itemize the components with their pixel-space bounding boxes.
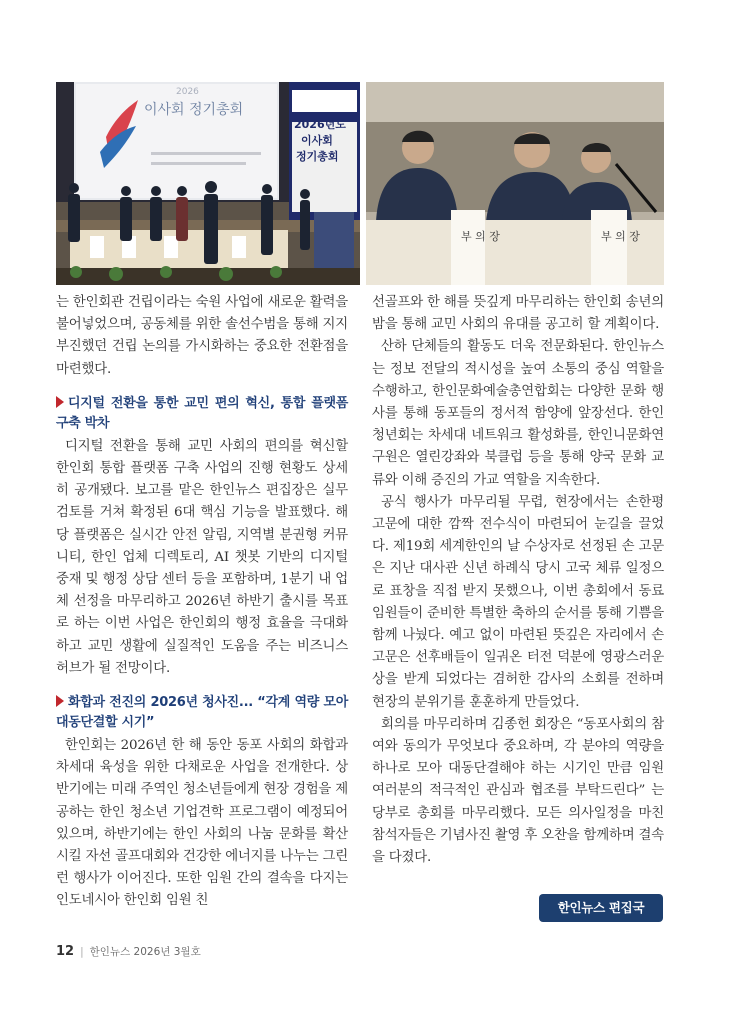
heading-triangle-icon: [56, 695, 64, 707]
photo-board-meeting-stage: [56, 82, 360, 285]
section-heading-text: 화합과 전진의 2026년 청사진... “각계 역량 모아 대동단결할 시기”: [56, 695, 348, 731]
banner-meeting-text: 정기총회: [296, 150, 339, 163]
right-paragraph-3: 공식 행사가 마무리될 무렵, 현장에서는 손한평 고문에 대한 깜짝 전수식이 마련되어 눈길을 끌었다. 제19회 세계한인의 날 수상자로 선정된 손 고문은 지난 대사관 신년 하례식 당시 고국 체류 일정으로 표창을 직접 받지 못했으나, 이번 총회에서 동료 임원들이 준비한 특별한 축하의 순서를 통해 기쁨을 함께 나눴다. 예고 없이 마련된 뜻깊은 자리에서 손 고문은 선후배들이 일궈온 터전 덕분에 영광스러운 상을 받게 되었다는 겸허한 감사의 소회를 전하며 현장의 분위기를 훈훈하게 만들었다.: [372, 494, 664, 710]
banner-board-text: 이사회: [301, 134, 333, 147]
placard-vice-chair-2: 부 의 장: [601, 230, 640, 243]
left-paragraph-2: 디지털 전환을 통해 교민 사회의 편의를 혁신할 한인회 통합 플랫폼 구축 사업의 진행 현황도 상세히 공개됐다. 보고를 맡은 한인뉴스 편집장은 실무 검토를 거쳐 확정된 6대 핵심 기능을 발표했다. 해당 플랫폼은 실시간 안전 알림, 지역별 분권형 커뮤니티, 한인 업체 디렉토리, AI 챗봇 기반의 디지털 중재 및 행정 상담 센터 등을 포함하며, 1분기 내 업체 선정을 마무리하고 2026년 하반기 출시를 목표로 하는 이번 사업은 한인회의 행정 효율을 극대화하고 교민 생활에 실질적인 도움을 주는 비즈니스 허브가 될 전망이다.: [56, 438, 348, 676]
left-paragraph-1: 는 한인회관 건립이라는 숙원 사업에 새로운 활력을 불어넣었으며, 공동체를 위한 솔선수범을 통해 지지부진했던 건립 논의를 가시화하는 중요한 전환점을 마련했다.: [56, 295, 348, 377]
issue-label: 한인뉴스 2026년 3월호: [89, 946, 201, 958]
byline-badge: 한인뉴스 편집국: [539, 894, 663, 922]
section-heading-text: 디지털 전환을 통한 교민 편의 혁신, 통합 플랫폼 구축 박차: [56, 395, 348, 431]
left-paragraph-3: 한인회는 2026년 한 해 동안 동포 사회의 화합과 차세대 육성을 위한 다채로운 사업을 전개한다. 상반기에는 미래 주역인 청소년들에게 현장 경험을 제공하는 한인 청소년 기업견학 프로그램이 예정되어 있으며, 하반기에는 한인 사회의 나눔 문화를 확산시킬 자선 골프대회와 건강한 에너지를 나누는 그린런 행사가 이어진다. 또한 임원 간의 결속을 다지는 인도네시아 한인회 임원 친: [56, 738, 348, 909]
screen-year-text: 2026: [176, 87, 199, 97]
heading-triangle-icon: [56, 396, 64, 408]
right-paragraph-1: 선골프와 한 해를 뜻깊게 마무리하는 한인회 송년의 밤을 통해 교민 사회의 유대를 공고히 할 계획이다.: [372, 295, 664, 333]
stage-photo-illustration: [56, 82, 360, 285]
left-text-column: [56, 292, 348, 913]
page-number: 12: [56, 944, 75, 959]
page-footer: [56, 944, 201, 959]
screen-title-text: 이사회 정기총회: [144, 102, 244, 118]
footer-divider: |: [80, 946, 84, 958]
banner-year-text: 2026년도: [294, 118, 346, 131]
placard-vice-chair-1: 부 의 장: [461, 230, 500, 243]
right-paragraph-4: 회의를 마무리하며 김종헌 회장은 “동포사회의 참여와 동의가 무엇보다 중요하며, 각 분야의 역량을 하나로 모아 대동단결해야 하는 시기인 만큼 임원 여러분의 적극적인 관심과 협조를 부탁드린다” 는 당부로 총회를 마무리했다. 모든 의사일정을 마친 참석자들은 기념사진 촬영 후 오찬을 함께하며 결속을 다졌다.: [372, 716, 664, 866]
section-heading-digital-platform: [56, 394, 348, 434]
section-heading-2026-blueprint: [56, 693, 348, 733]
photo-panelists: [366, 82, 664, 285]
right-paragraph-2: 산하 단체들의 활동도 더욱 전문화된다. 한인뉴스는 정보 전달의 적시성을 높여 소통의 중심 역할을 수행하고, 한인문화예술총연합회는 다양한 문화 행사를 통해 동포들의 정서적 함양에 앞장선다. 한인청년회는 차세대 네트워크 활성화를, 한인니문화연구원은 열린강좌와 북클럽 등을 통해 양국 문화 교류와 이해 증진의 가교 역할을 지속한다.: [372, 339, 664, 488]
panelists-photo-illustration: [366, 82, 664, 285]
right-text-column: [372, 292, 664, 869]
